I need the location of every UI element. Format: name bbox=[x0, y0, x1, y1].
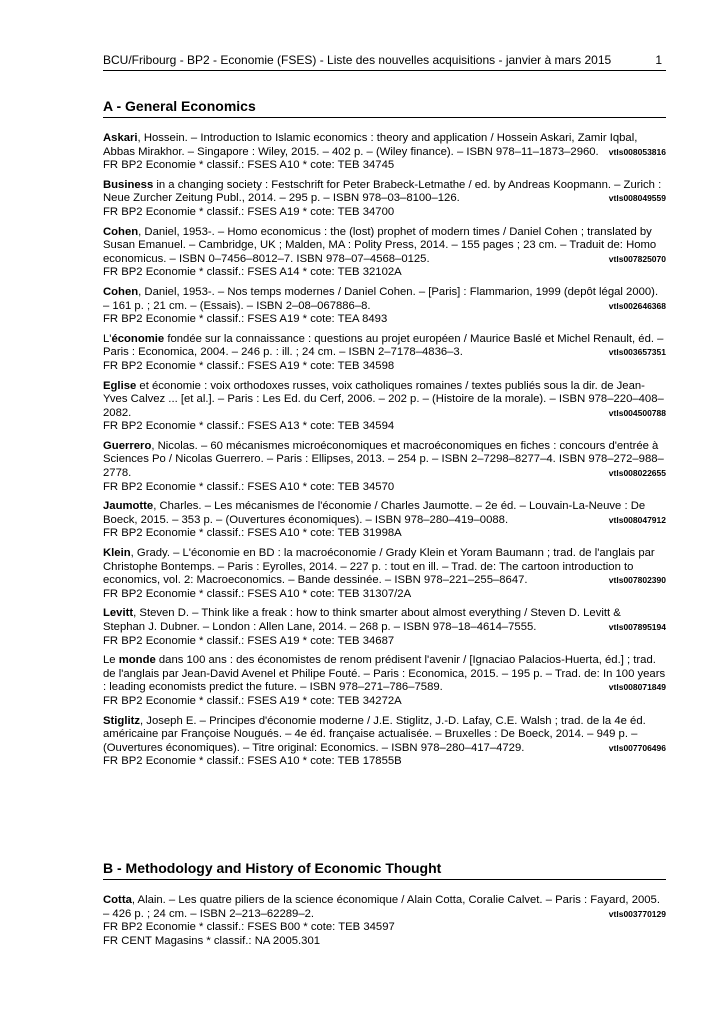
holding-location: FR BP2 Economie * classif.: FSES A19 * cote: TEB 34687 bbox=[103, 634, 395, 647]
section-general-economics bbox=[103, 98, 666, 775]
entry-heading: Levitt bbox=[103, 607, 134, 620]
entry-details: , Charles. – Les mécanismes de l'économie / Charles Jaumotte. – 2e éd. – Louvain-La-Neuve : De Boeck, 2015. – 353 p. – (Ouvertures économiques). – ISBN 978–280–419–0088. bbox=[103, 500, 646, 526]
section-title: B - Methodology and History of Economic Thought bbox=[103, 860, 666, 880]
vtls-id: vtls008022655 bbox=[608, 468, 666, 479]
entry-description bbox=[103, 894, 666, 921]
entry-prefix: Le bbox=[103, 654, 119, 667]
bibliographic-entry bbox=[103, 226, 666, 280]
entry-details: , Daniel, 1953-. – Nos temps modernes / Daniel Cohen. – [Paris] : Flammarion, 1999 (depôt légal 2000). – 161 p. ; 21 cm. – (Essais). – ISBN 2–08–067886–8. bbox=[103, 285, 659, 312]
vtls-id: vtls008071849 bbox=[608, 682, 666, 693]
page-number: 1 bbox=[655, 53, 662, 67]
vtls-id: vtls002646368 bbox=[608, 300, 666, 311]
vtls-id: vtls007895194 bbox=[608, 622, 666, 632]
section-title: A - General Economics bbox=[103, 98, 666, 118]
header-title: BCU/Fribourg - BP2 - Economie (FSES) - Liste des nouvelles acquisitions - janvier à mars 2015 bbox=[103, 53, 612, 67]
entry-description bbox=[103, 654, 666, 695]
bibliographic-entry bbox=[103, 132, 666, 173]
vtls-id: vtls007706496 bbox=[608, 742, 666, 753]
holding-location: FR CENT Magasins * classif.: NA 2005.301 bbox=[103, 934, 321, 947]
entry-details: , Daniel, 1953-. – Homo economicus : the (lost) prophet of modern times / Daniel Cohen ; translated by Susan Emanuel. – Cambridge, UK ; Malden, MA : Polity Press, 2014. – 155 pages ; 23 cm. – Traduit de: Homo economicus. – ISBN 0–7456–8012–7. ISBN 978–07–4568–0125. bbox=[103, 225, 657, 265]
bibliographic-entry bbox=[103, 179, 666, 220]
entry-description bbox=[103, 500, 666, 527]
entry-heading: monde bbox=[118, 654, 156, 667]
holding-location: FR BP2 Economie * classif.: FSES B00 * cote: TEB 34597 bbox=[103, 921, 395, 934]
vtls-id: vtls003770129 bbox=[608, 908, 666, 919]
entry-list bbox=[103, 894, 666, 948]
bibliographic-entry bbox=[103, 715, 666, 769]
vtls-id: vtls008047912 bbox=[608, 514, 666, 525]
section-methodology bbox=[103, 860, 666, 954]
entry-description bbox=[103, 607, 666, 634]
entry-details: fondée sur la connaissance : questions au projet européen / Maurice Baslé et Michel Renault, éd. – Paris : Economica, 2004. – 246 p. : ill. ; 24 cm. – ISBN 2–7178–4836–3. bbox=[103, 332, 664, 359]
entry-details: , Alain. – Les quatre piliers de la science économique / Alain Cotta, Coralie Calvet. – Paris : Fayard, 2005. – 426 p. ; 24 cm. – ISBN 2–213–62289–2. bbox=[103, 894, 660, 920]
holding-location: FR BP2 Economie * classif.: FSES A19 * cote: TEB 34598 bbox=[103, 359, 395, 372]
entry-heading: Eglise bbox=[103, 379, 137, 392]
entry-heading: économie bbox=[111, 332, 165, 345]
bibliographic-entry bbox=[103, 333, 666, 374]
holding-location: FR BP2 Economie * classif.: FSES A19 * cote: TEB 34272A bbox=[103, 694, 402, 707]
entry-heading: Jaumotte bbox=[103, 500, 154, 513]
entry-heading: Guerrero bbox=[103, 439, 152, 452]
vtls-id: vtls008049559 bbox=[608, 193, 666, 204]
vtls-id: vtls003657351 bbox=[608, 347, 666, 358]
holding-location: FR BP2 Economie * classif.: FSES A14 * cote: TEB 32102A bbox=[103, 266, 402, 279]
bibliographic-entry bbox=[103, 380, 666, 434]
holding-location: FR BP2 Economie * classif.: FSES A10 * cote: TEB 31998A bbox=[103, 527, 402, 540]
entry-details: dans 100 ans : des économistes de renom prédisent l'avenir / [Ignaciao Palacios-Huerta, éd.] ; trad. de l'anglais par Jean-David Avenel et Philipe Fouté. – Paris : Economica, 2015. – 195 p. – Trad. de: In 100 years : leading economists predict the future. – ISBN 978–271–786–7589. bbox=[103, 654, 666, 694]
vtls-id: vtls007825070 bbox=[608, 253, 666, 264]
holding-location: FR BP2 Economie * classif.: FSES A10 * cote: TEB 17855B bbox=[103, 755, 402, 768]
holding-location: FR BP2 Economie * classif.: FSES A13 * cote: TEB 34594 bbox=[103, 420, 395, 433]
entry-description bbox=[103, 179, 666, 206]
bibliographic-entry bbox=[103, 894, 666, 948]
holding-location: FR BP2 Economie * classif.: FSES A10 * cote: TEB 34745 bbox=[103, 159, 395, 172]
entry-description bbox=[103, 226, 666, 267]
entry-heading: Business bbox=[103, 178, 154, 191]
entry-details: , Nicolas. – 60 mécanismes microéconomiques et macroéconomiques en fiches : concours d'entrée à Sciences Po / Nicolas Guerrero. – Paris : Ellipses, 2013. – 254 p. – ISBN 2–7298–8277–4. ISBN 978–272–988–2778. bbox=[103, 439, 664, 480]
entry-details: , Hossein. – Introduction to Islamic economics : theory and application / Hossein Askari, Zamir Iqbal, Abbas Mirakhor. – Singapore : Wiley, 2015. – 402 p. – (Wiley finance). – ISBN 978–11–1873–2960. bbox=[103, 132, 638, 158]
entry-heading: Cotta bbox=[103, 894, 132, 906]
entry-list bbox=[103, 132, 666, 769]
entry-description bbox=[103, 440, 666, 481]
bibliographic-entry bbox=[103, 654, 666, 708]
entry-description bbox=[103, 286, 666, 313]
entry-description bbox=[103, 547, 666, 588]
header-rule bbox=[103, 70, 666, 71]
holding-location: FR BP2 Economie * classif.: FSES A10 * cote: TEB 31307/2A bbox=[103, 587, 412, 600]
entry-description bbox=[103, 715, 666, 756]
entry-heading: Cohen bbox=[103, 285, 139, 298]
page-header bbox=[103, 53, 666, 67]
holding-location: FR BP2 Economie * classif.: FSES A19 * cote: TEB 34700 bbox=[103, 205, 395, 218]
bibliographic-entry bbox=[103, 547, 666, 601]
entry-description bbox=[103, 132, 666, 159]
bibliographic-entry bbox=[103, 440, 666, 494]
bibliographic-entry bbox=[103, 500, 666, 541]
entry-details: et économie : voix orthodoxes russes, voix catholiques romaines / textes publiés sous la dir. de Jean-Yves Calvez ... [et al.]. – Paris : Les Ed. du Cerf, 2006. – 202 p. – (Histoire de la morale). – ISBN 978–220–408–2082. bbox=[103, 379, 664, 419]
entry-details: , Grady. – L'économie en BD : la macroéconomie / Grady Klein et Yoram Baumann ; trad. de l'anglais par Christophe Bontemps. – Paris : Eyrolles, 2014. – 227 p. : tout en ill. – Trad. de: The cartoon introduction to economics, vol. 2: Macroeconomics. – Bande dessinée. – ISBN 978–221–255–8647. bbox=[103, 547, 655, 587]
holding-location: FR BP2 Economie * classif.: FSES A10 * cote: TEB 34570 bbox=[103, 480, 395, 493]
entry-description bbox=[103, 380, 666, 421]
entry-heading: Klein bbox=[103, 547, 131, 560]
entry-details: , Joseph E. – Principes d'économie moderne / J.E. Stiglitz, J.-D. Lafay, C.E. Walsh ; trad. de la 4e éd. américaine par Françoise Nougués. – 4e éd. française actualisée. – Bruxelles : De Boeck, 2014. – 949 p. – (Ouvertures économiques). – Titre original: Economics. – ISBN 978–280–417–4729. bbox=[103, 714, 646, 754]
entry-details: , Steven D. – Think like a freak : how to think smarter about almost everything / Steven D. Levitt & Stephan J. Dubner. – London : Allen Lane, 2014. – 268 p. – ISBN 978–18–4614–7555. bbox=[103, 607, 621, 633]
holding-location: FR BP2 Economie * classif.: FSES A19 * cote: TEA 8493 bbox=[103, 313, 388, 326]
entry-description bbox=[103, 333, 666, 360]
entry-heading: Askari bbox=[103, 132, 138, 144]
bibliographic-entry bbox=[103, 607, 666, 648]
vtls-id: vtls008053816 bbox=[608, 146, 666, 157]
vtls-id: vtls007802390 bbox=[608, 575, 666, 586]
entry-heading: Stiglitz bbox=[103, 714, 141, 727]
entry-heading: Cohen bbox=[103, 225, 139, 238]
vtls-id: vtls004500788 bbox=[608, 407, 666, 418]
entry-details: in a changing society : Festschrift for Peter Brabeck-Letmathe / ed. by Andreas Koopmann. – Zurich : Neue Zurcher Zeitung Publ., 2014. – 295 p. – ISBN 978–03–8100–126. bbox=[103, 178, 662, 205]
bibliographic-entry bbox=[103, 286, 666, 327]
entry-prefix: L' bbox=[103, 332, 112, 345]
